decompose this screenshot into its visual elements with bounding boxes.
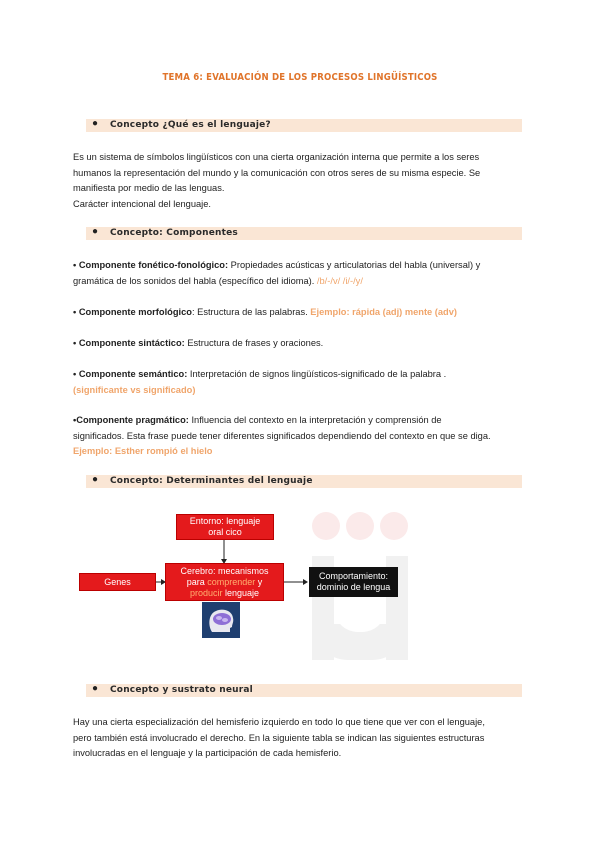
component-example: Ejemplo: Esther rompió el hielo — [73, 446, 213, 456]
box-text: lenguaje — [224, 587, 260, 598]
box-genes — [79, 573, 156, 591]
brain-head-icon — [202, 602, 240, 638]
text-line: pero también está involucrado el derecho. En la siguiente tabla se indican las siguientes estructuras — [73, 732, 485, 743]
box-entorno — [176, 514, 274, 540]
component-label: • Componente semántico: — [73, 369, 188, 379]
page-title: TEMA 6: EVALUACIÓN DE LOS PROCESOS LINGÜÍSTICOS — [162, 72, 438, 83]
bullet: ● — [92, 683, 99, 694]
component-label: • Componente fonético-fonológico: — [73, 260, 229, 270]
text-line: Es un sistema de símbolos lingüísticos con una cierta organización interna que permite a los seres — [73, 152, 480, 162]
text-line: Hay una cierta especialización del hemisferio izquierdo en todo lo que tiene que ver con el lenguaje, — [73, 717, 485, 727]
text-line: manifiesta por medio de las lenguas. — [73, 183, 225, 193]
box-text-highlight: producir — [189, 587, 225, 598]
component-text: Estructura de frases y oraciones. — [184, 338, 324, 348]
component-text: : Estructura de las palabras. — [191, 307, 311, 317]
section-label: Concepto ¿Qué es el lenguaje? — [110, 120, 271, 130]
arrow-head — [303, 579, 308, 585]
box-text-highlight: comprender — [207, 576, 256, 587]
box-text: Comportamiento: — [318, 571, 389, 581]
section-label: Concepto: Componentes — [110, 228, 238, 238]
bullet: ● — [92, 226, 99, 237]
box-text: oral cico — [208, 527, 242, 537]
bullet: ● — [92, 118, 99, 129]
component-example: Ejemplo: rápida (adj) mente (adv) — [310, 307, 458, 317]
component-text: Interpretación de signos lingüísticos-significado de la palabra . — [187, 369, 447, 379]
component-example: /b/-/v/ /i/-/y/ — [314, 275, 363, 286]
box-comportamiento — [309, 567, 398, 597]
neural-paragraph — [73, 715, 528, 762]
component-label: • Componente morfológico — [73, 307, 192, 317]
box-text: Cerebro: mecanismos — [180, 565, 269, 576]
text-line: Carácter intencional del lenguaje. — [73, 198, 211, 209]
text-line: humanos la representación del mundo y la comunicación con otros seres de su misma especie. Se — [73, 167, 481, 178]
section-label: Concepto y sustrato neural — [110, 685, 253, 695]
box-cerebro — [165, 563, 284, 601]
component-text: significados. Esta frase puede tener diferentes significados dependiendo del contexto en que se diga. — [73, 430, 491, 441]
section-label: Concepto: Determinantes del lenguaje — [110, 476, 313, 486]
box-text: para — [186, 576, 208, 587]
component-text: Propiedades acústicas y articulatorias del habla (universal) y — [228, 260, 481, 270]
box-text: y — [255, 576, 263, 587]
box-text: dominio de lengua — [316, 582, 391, 592]
text-line: involucradas en el lenguaje y la participación de cada hemisferio. — [73, 748, 342, 758]
component-example: (significante vs significado) — [73, 384, 196, 395]
brain-head-svg — [202, 602, 240, 638]
bullet: ● — [92, 474, 99, 485]
component-text: gramática de los sonidos del habla (específico del idioma). — [73, 275, 315, 286]
box-text: Genes — [104, 576, 131, 587]
section-heading-neural — [86, 684, 522, 697]
component-text: Influencia del contexto en la interpretación y comprensión de — [188, 415, 442, 425]
component-label: •Componente pragmático: — [73, 415, 189, 425]
box-text: Entorno: lenguaje — [189, 516, 261, 526]
component-label: • Componente sintáctico: — [73, 338, 185, 348]
